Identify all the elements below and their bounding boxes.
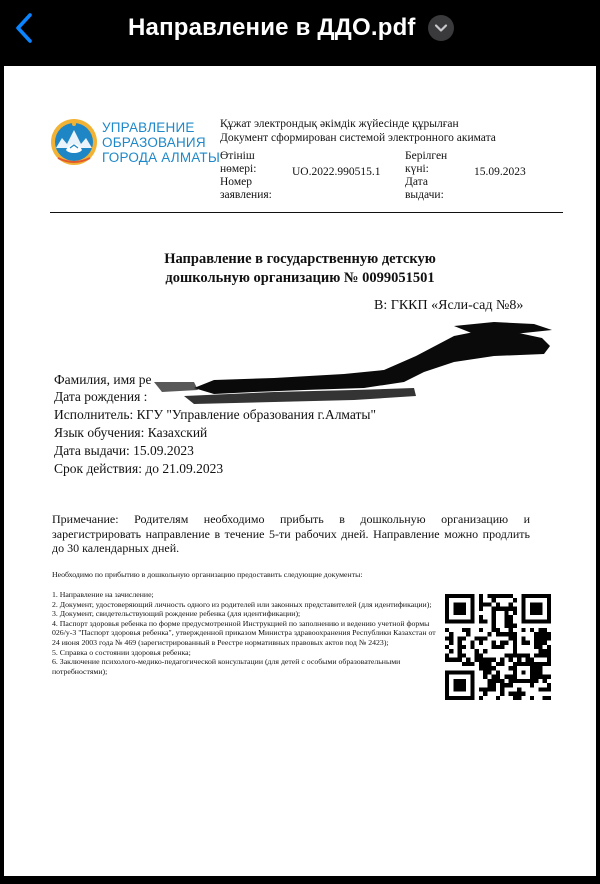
recipient-organization: В: ГККП «Ясли-сад №8» <box>374 298 524 313</box>
header-ru-line: Документ сформирован системой электронного акимата <box>220 132 496 144</box>
pdf-viewer-topbar <box>0 0 600 58</box>
list-item: 3. Документ, свидетельствующий рождение ребенка (для идентификации); <box>52 609 301 619</box>
document-heading-line: Направление в государственную детскую <box>164 251 436 267</box>
language-field: Язык обучения: Казахский <box>54 425 208 440</box>
document-title-group[interactable] <box>128 10 454 46</box>
issued-date-value: 15.09.2023 <box>474 166 526 178</box>
document-heading <box>4 250 596 288</box>
document-title: Направление в ДДО.pdf <box>128 14 416 41</box>
app-number-label: заявления: <box>220 189 272 201</box>
header-kz-line: Құжат электрондық әкімдік жүйесінде құрылған <box>220 118 459 130</box>
birth-date-field: Дата рождения : <box>54 389 148 404</box>
list-item: 2. Документ, удостоверяющий личность одного из родителей или законных представителей (для идентификации); <box>52 599 432 609</box>
issued-date-label: күні: <box>405 163 429 175</box>
city-emblem-icon <box>50 118 98 166</box>
title-menu-button[interactable] <box>428 15 454 41</box>
list-item: 5. Справка о состоянии здоровья ребенка; <box>52 647 191 657</box>
logo-line: УПРАВЛЕНИЕ <box>102 120 195 135</box>
note-paragraph: Примечание: Родителям необходимо прибыть в дошкольную организацию и зарегистрировать направление в течение 5-ти рабочих дней. Направление можно продлить до 30 календарных дней. <box>52 512 530 555</box>
issue-date-field: Дата выдачи: 15.09.2023 <box>54 443 194 458</box>
chevron-down-icon <box>434 23 448 33</box>
executor-field: Исполнитель: КГУ "Управление образования г.Алматы" <box>54 407 377 422</box>
validity-field: Срок действия: до 21.09.2023 <box>54 461 224 476</box>
header-divider <box>50 212 563 213</box>
pdf-page[interactable] <box>4 66 596 876</box>
organization-logo-text <box>102 120 220 165</box>
app-number-label: Номер <box>220 176 252 188</box>
app-number-value: UO.2022.990515.1 <box>292 166 381 178</box>
back-button[interactable] <box>6 10 42 46</box>
list-item: 4. Паспорт здоровья ребенка по форме предусмотренной Инструкцией по заполнению и ведению учетной формы 026/у-3 "Паспорт здоровья ребенка", утвержденной приказом Министра здравоохранения Республики Казахстан от 24 июня 2003 года № 469 (зарегистрированный в Реестре нормативных правовых актов под № 2423); <box>52 618 436 647</box>
issued-date-label: выдачи: <box>405 189 444 201</box>
child-name-field: Фамилия, имя ре <box>54 372 152 387</box>
list-item: 1. Направление на зачисление; <box>52 590 154 599</box>
documents-heading: Необходимо по прибытию в дошкольную организацию предоставить следующие документы: <box>52 570 363 579</box>
qr-code-icon <box>445 594 551 700</box>
app-number-label: Өтініш <box>220 150 255 162</box>
document-heading-line: дошкольную организацию № 0099051501 <box>165 270 435 286</box>
issued-date-label: Берілген <box>405 150 448 162</box>
redaction-mark <box>154 316 554 408</box>
logo-line: ГОРОДА АЛМАТЫ <box>102 150 221 165</box>
required-documents-list <box>52 590 436 676</box>
chevron-left-icon <box>14 12 34 44</box>
list-item: 6. Заключение психолого-медико-педагогической консультации (для детей с особыми образовательными потребностями); <box>52 657 401 676</box>
issued-date-label: Дата <box>405 176 428 188</box>
logo-line: ОБРАЗОВАНИЯ <box>102 135 206 150</box>
app-number-label: нөмері: <box>220 163 257 175</box>
